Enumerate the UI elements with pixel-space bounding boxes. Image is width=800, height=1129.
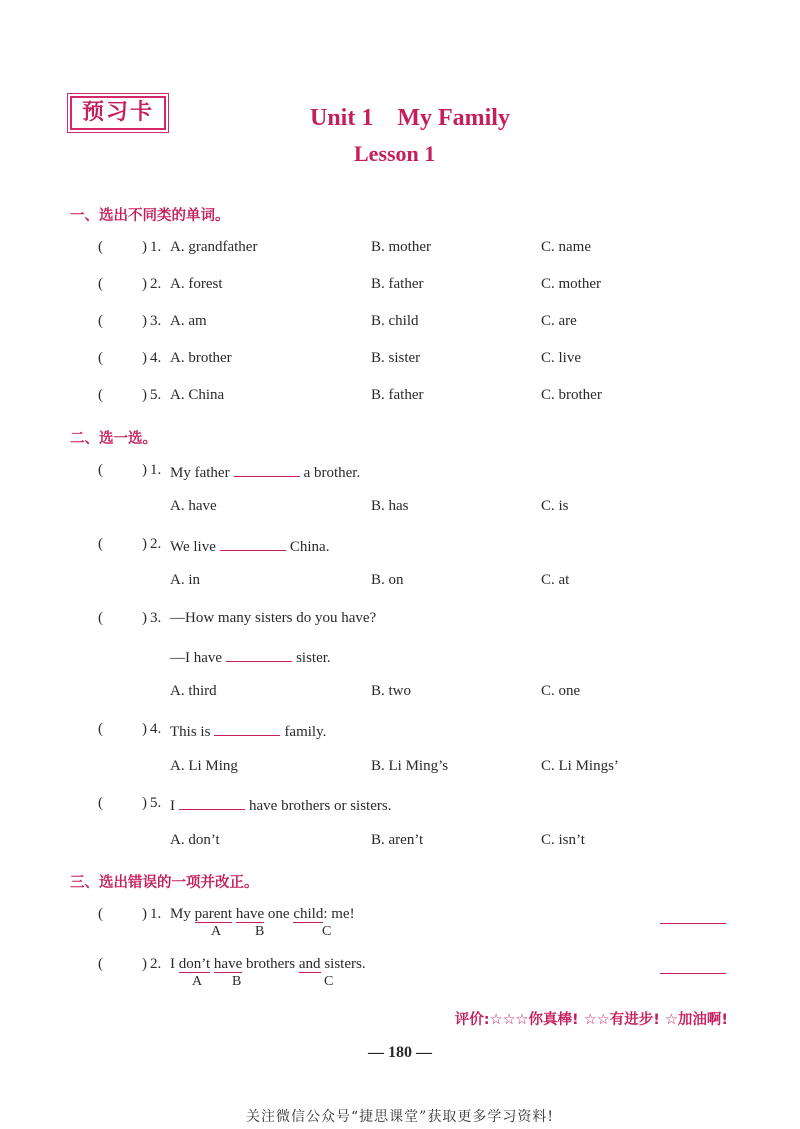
underlined-word-b: have: [235, 906, 265, 922]
option-c: C. isn’t: [541, 832, 585, 848]
answer-paren-open: (: [98, 956, 103, 972]
option-b: B. two: [371, 683, 412, 699]
question-number: 1.: [150, 462, 162, 478]
answer-paren-close: ): [142, 276, 147, 292]
option-b: B. on: [371, 572, 404, 588]
answer-paren-open: (: [98, 462, 103, 478]
option-a: A. brother: [170, 350, 232, 366]
option-a: A. Li Ming: [170, 758, 238, 774]
word: brothers: [245, 956, 296, 972]
question-number: 4.: [150, 721, 162, 737]
option-a: A. have: [170, 498, 217, 514]
option-a: A. China: [170, 387, 225, 403]
correction-line: [660, 973, 726, 974]
section1-heading: 一、选出不同类的单词。: [70, 208, 230, 224]
fill-blank: [179, 795, 245, 810]
question-text: [170, 956, 366, 973]
option-b: B. child: [371, 313, 419, 329]
question-number: 2.: [150, 276, 162, 292]
question-text: [170, 462, 360, 482]
question-text: [170, 536, 329, 556]
option-c: C. name: [541, 239, 591, 255]
sentence-end: sister.: [296, 650, 331, 666]
question-text: [170, 906, 355, 923]
answer-paren-close: ): [142, 906, 147, 922]
fill-blank: [220, 536, 286, 551]
option-c: C. are: [541, 313, 577, 329]
section2-heading: 二、选一选。: [70, 431, 157, 447]
answer-paren-open: (: [98, 610, 103, 626]
option-a: A. don’t: [170, 832, 220, 848]
option-c: C. Li Mings’: [541, 758, 619, 774]
answer-paren-close: ): [142, 795, 147, 811]
word: one: [267, 906, 290, 922]
option-c: C. brother: [541, 387, 602, 403]
option-b: B. mother: [371, 239, 431, 255]
preview-card-badge: 预习卡: [70, 96, 166, 130]
option-a: A. third: [170, 683, 217, 699]
option-c: C. is: [541, 498, 569, 514]
option-c: C. one: [541, 683, 581, 699]
option-b: B. Li Ming’s: [371, 758, 449, 774]
option-a: A. grandfather: [170, 239, 258, 255]
question-number: 3.: [150, 610, 162, 626]
option-a: A. in: [170, 572, 200, 588]
sentence-end: have brothers or sisters.: [249, 798, 392, 814]
correction-line: [660, 923, 726, 924]
footer-note: 关注微信公众号“捷思课堂”获取更多学习资料!: [246, 1109, 554, 1125]
answer-paren-close: ): [142, 239, 147, 255]
label-a: A: [211, 924, 222, 939]
answer-paren-close: ): [142, 350, 147, 366]
label-b: B: [255, 924, 265, 939]
answer-paren-open: (: [98, 313, 103, 329]
question-number: 1.: [150, 239, 162, 255]
word: I: [170, 956, 175, 972]
answer-paren-close: ): [142, 387, 147, 403]
answer-paren-open: (: [98, 795, 103, 811]
question-number: 5.: [150, 387, 162, 403]
label-a: A: [192, 974, 203, 989]
unit-title: Unit 1 My Family: [310, 105, 510, 131]
sentence-end: a brother.: [303, 465, 361, 481]
question-line-2: [170, 647, 331, 667]
fill-blank: [234, 462, 300, 477]
underlined-word-a: don’t: [178, 956, 211, 972]
question-number: 2.: [150, 956, 162, 972]
underlined-word-c: and: [298, 956, 321, 972]
fill-blank: [214, 721, 280, 736]
option-b: B. has: [371, 498, 409, 514]
option-a: A. am: [170, 313, 207, 329]
word: sisters.: [324, 956, 366, 972]
label-b: B: [232, 974, 242, 989]
question-line-1: —How many sisters do you have?: [170, 610, 377, 626]
evaluation-text: 评价:☆☆☆你真棒! ☆☆有进步! ☆加油啊!: [454, 1012, 728, 1028]
answer-paren-open: (: [98, 906, 103, 922]
page-number: — 180 —: [368, 1044, 432, 1061]
word: : me!: [323, 906, 355, 922]
question-number: 2.: [150, 536, 162, 552]
answer-paren-close: ): [142, 610, 147, 626]
sentence-end: family.: [284, 724, 327, 740]
answer-paren-open: (: [98, 239, 103, 255]
sentence-start: We live: [170, 539, 216, 555]
underlined-word-a: parent: [194, 906, 233, 922]
question-text: [170, 795, 391, 815]
sentence-end: China.: [289, 539, 330, 555]
underlined-word-c: child: [293, 906, 324, 922]
question-text: [170, 721, 326, 741]
answer-paren-open: (: [98, 721, 103, 737]
option-b: B. sister: [371, 350, 421, 366]
option-b: B. aren’t: [371, 832, 424, 848]
option-c: C. mother: [541, 276, 601, 292]
question-number: 3.: [150, 313, 162, 329]
answer-paren-close: ): [142, 462, 147, 478]
sentence-start: My father: [170, 465, 230, 481]
option-c: C. at: [541, 572, 570, 588]
answer-paren-open: (: [98, 276, 103, 292]
sentence-start: I: [170, 798, 175, 814]
answer-paren-close: ): [142, 536, 147, 552]
option-b: B. father: [371, 387, 424, 403]
question-number: 4.: [150, 350, 162, 366]
fill-blank: [226, 647, 292, 662]
sentence-start: —I have: [170, 650, 223, 666]
label-c: C: [324, 974, 334, 989]
lesson-title: Lesson 1: [354, 141, 436, 166]
answer-paren-close: ): [142, 956, 147, 972]
word: My: [170, 906, 191, 922]
option-b: B. father: [371, 276, 424, 292]
answer-paren-open: (: [98, 387, 103, 403]
answer-paren-close: ): [142, 313, 147, 329]
option-a: A. forest: [170, 276, 223, 292]
answer-paren-open: (: [98, 536, 103, 552]
label-c: C: [322, 924, 332, 939]
sentence-start: This is: [170, 724, 211, 740]
question-number: 5.: [150, 795, 162, 811]
underlined-word-b: have: [213, 956, 243, 972]
answer-paren-open: (: [98, 350, 103, 366]
option-c: C. live: [541, 350, 581, 366]
section3-heading: 三、选出错误的一项并改正。: [70, 875, 259, 891]
answer-paren-close: ): [142, 721, 147, 737]
question-number: 1.: [150, 906, 162, 922]
